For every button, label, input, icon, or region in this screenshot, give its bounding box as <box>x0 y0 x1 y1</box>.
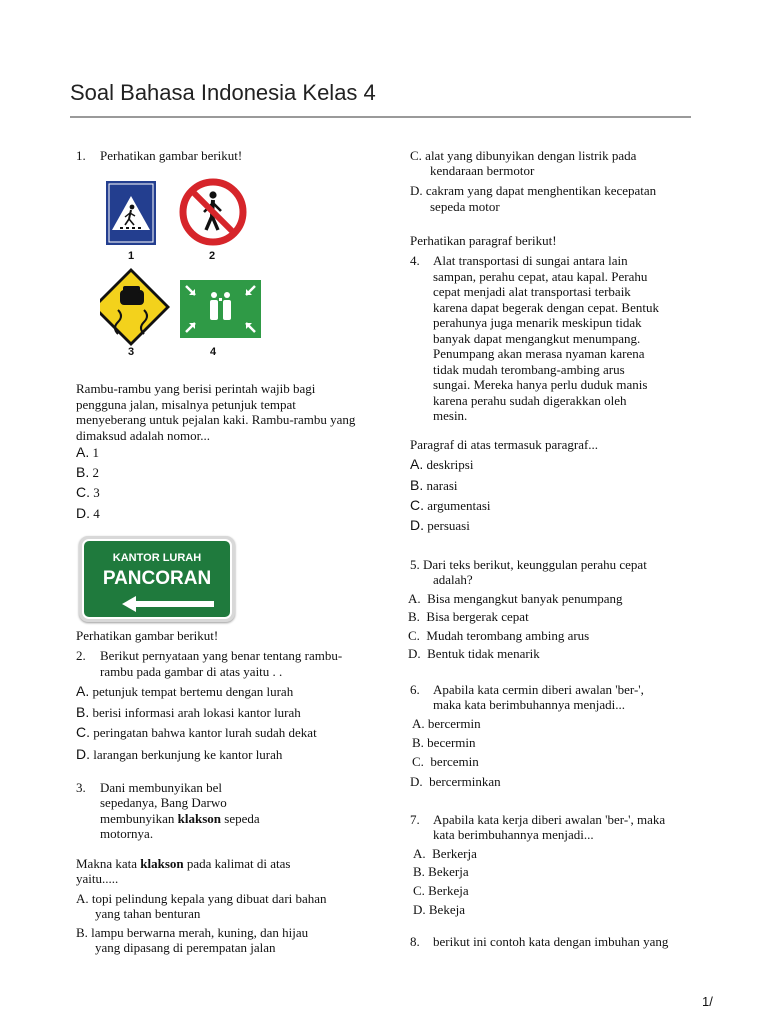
q6-question-line-1: Apabila kata cermin diberi awalan 'ber-', <box>433 682 644 697</box>
q3-option-a[interactable] <box>76 891 327 907</box>
option-letter: D. <box>76 505 90 521</box>
page-title: Soal Bahasa Indonesia Kelas 4 <box>70 80 376 105</box>
option-text: Berkerja <box>432 846 477 861</box>
q1-option-c[interactable] <box>76 484 100 501</box>
option-letter: C. <box>413 883 425 898</box>
option-letter: B. <box>413 864 425 879</box>
pedestrian-crossing-sign-icon <box>106 181 156 245</box>
q6-number: 6. <box>410 682 420 697</box>
option-text: bercermin <box>427 716 481 731</box>
q3-line-3: membunyikan klakson sepeda <box>100 811 260 826</box>
option-letter: B. <box>408 609 420 624</box>
q5-question-line-2: adalah? <box>433 572 473 587</box>
option-letter: B. <box>410 477 424 493</box>
q7-option-d[interactable] <box>413 902 465 918</box>
q1-option-b[interactable] <box>76 464 99 481</box>
q3-option-d[interactable] <box>410 183 656 199</box>
q1-number: 1. <box>76 148 86 163</box>
option-text: 3 <box>93 485 100 500</box>
sign-label-3: 3 <box>128 346 135 358</box>
option-text: 1 <box>92 445 99 460</box>
q6-question-line-2: maka kata berimbuhannya menjadi... <box>433 697 626 712</box>
option-text: Bekerja <box>428 864 469 879</box>
option-letter: A. <box>408 591 421 606</box>
q3-option-b[interactable] <box>76 925 308 941</box>
q5-option-d[interactable] <box>408 646 540 662</box>
q6-option-a[interactable] <box>412 716 481 732</box>
option-letter: D. <box>408 646 421 661</box>
option-text: larangan berkunjung ke kantor lurah <box>93 747 283 762</box>
option-text: Bekeja <box>428 902 465 917</box>
q6-option-d[interactable] <box>410 774 501 790</box>
q4-number: 4. <box>410 253 420 268</box>
sign-label-4: 4 <box>210 346 217 358</box>
slippery-road-sign-icon <box>100 268 170 346</box>
option-text: argumentasi <box>427 498 491 513</box>
q3-line-1: Dani membunyikan bel <box>100 780 223 795</box>
option-text: berisi informasi arah lokasi kantor lurah <box>92 705 301 720</box>
option-letter: A. <box>76 683 90 699</box>
option-letter: D. <box>410 517 424 533</box>
option-text: petunjuk tempat bertemu dengan lurah <box>92 684 294 699</box>
q3-option-c[interactable] <box>410 148 636 164</box>
option-letter: C. <box>408 628 420 643</box>
option-text: narasi <box>426 478 458 493</box>
q5-option-a[interactable] <box>408 591 622 607</box>
option-letter: C. <box>76 724 90 740</box>
option-text: Mudah terombang ambing arus <box>426 628 590 643</box>
option-letter: B. <box>412 735 424 750</box>
option-letter: D. <box>410 774 423 789</box>
option-text: becermin <box>427 735 476 750</box>
option-letter: D. <box>76 746 90 762</box>
option-text: persuasi <box>427 518 470 533</box>
q2-option-d[interactable] <box>76 746 282 763</box>
option-text: cakram yang dapat menghentikan kecepatan <box>425 183 657 198</box>
q5-question: 5. Dari teks berikut, keunggulan perahu cepat <box>410 557 647 572</box>
option-text: lampu berwarna merah, kuning, dan hijau <box>91 925 309 940</box>
option-letter: B. <box>76 704 90 720</box>
option-text: alat yang dibunyikan dengan listrik pada <box>425 148 637 163</box>
option-text: Bisa bergerak cepat <box>426 609 529 624</box>
q7-question-line-2: kata berimbuhannya menjadi... <box>433 827 594 842</box>
q7-question-line-1: Apabila kata kerja diberi awalan 'ber-', maka <box>433 812 666 827</box>
q4-question: Paragraf di atas termasuk paragraf... <box>410 437 599 452</box>
q7-option-b[interactable] <box>413 864 469 880</box>
q1-option-a[interactable] <box>76 444 99 461</box>
q1-question-text: Rambu-rambu yang berisi perintah wajib bagi pengguna jalan, misalnya petunjuk tempat menyeberang untuk pejalan kaki. Rambu-rambu yang dimaksud adalah nomor... <box>76 381 356 443</box>
q2-option-b[interactable] <box>76 704 301 721</box>
option-letter: D. <box>410 183 423 198</box>
option-letter: B. <box>76 925 88 940</box>
q8-number: 8. <box>410 934 420 949</box>
q7-option-a[interactable] <box>413 846 477 862</box>
option-letter: A. <box>413 846 426 861</box>
question-keyword-klakson: klakson <box>140 856 184 871</box>
option-text: Bentuk tidak menarik <box>427 646 540 661</box>
q3-option-d-line-2: sepeda motor <box>430 199 500 214</box>
q6-option-c[interactable] <box>412 754 479 770</box>
sign-label-2: 2 <box>209 250 216 262</box>
option-letter: A. <box>412 716 425 731</box>
option-text: Berkeja <box>428 883 469 898</box>
q6-option-b[interactable] <box>412 735 476 751</box>
option-letter: A. <box>76 444 90 460</box>
q8-question-text: berikut ini contoh kata dengan imbuhan yang <box>433 934 669 949</box>
option-letter: C. <box>412 754 424 769</box>
sign-line-1: KANTOR LURAH <box>112 552 202 564</box>
option-letter: D. <box>413 902 426 917</box>
q1-prompt: Perhatikan gambar berikut! <box>100 148 243 163</box>
q2-option-c[interactable] <box>76 724 317 741</box>
option-letter: A. <box>76 891 89 906</box>
option-letter: A. <box>410 456 424 472</box>
option-text: topi pelindung kepala yang dibuat dari bahan <box>91 891 327 906</box>
option-text: 4 <box>93 506 100 521</box>
option-text: bercemin <box>430 754 479 769</box>
title-divider <box>70 116 691 118</box>
q2-option-a[interactable] <box>76 683 293 700</box>
page-number: 1/ <box>702 994 713 1009</box>
option-text: Bisa mengangkut banyak penumpang <box>427 591 623 606</box>
sign-line-2: PANCORAN <box>102 568 212 589</box>
no-pedestrian-sign-icon <box>183 182 243 242</box>
q5-option-c[interactable] <box>408 628 589 644</box>
q3-option-b-line-2: yang dipasang di perempatan jalan <box>95 940 276 955</box>
q3-number: 3. <box>76 780 86 795</box>
q4-option-d[interactable] <box>410 517 470 534</box>
q3-question-line-2: yaitu..... <box>76 871 119 886</box>
q2-question-text: Berikut pernyataan yang benar tentang rambu-rambu pada gambar di atas yaitu . . <box>100 648 343 679</box>
q7-option-c[interactable] <box>413 883 469 899</box>
option-text: 2 <box>92 465 99 480</box>
option-letter: C. <box>410 497 424 513</box>
option-letter: B. <box>76 464 90 480</box>
q3-question: Makna kata klakson pada kalimat di atas <box>76 856 291 871</box>
option-text: bercerminkan <box>429 774 501 789</box>
option-letter: C. <box>76 484 90 500</box>
q3-option-c-line-2: kendaraan bermotor <box>430 163 535 178</box>
kantor-lurah-sign <box>79 536 235 622</box>
q2-number: 2. <box>76 648 86 663</box>
q4-option-b[interactable] <box>410 477 458 494</box>
q4-option-a[interactable] <box>410 456 473 473</box>
q3-option-a-line-2: yang tahan benturan <box>95 906 201 921</box>
option-text: peringatan bahwa kantor lurah sudah dekat <box>93 725 317 740</box>
option-letter: C. <box>410 148 422 163</box>
q2-intro: Perhatikan gambar berikut! <box>76 628 219 643</box>
q3-line-4: motornya. <box>100 826 154 841</box>
traffic-signs-figure <box>100 176 270 366</box>
assembly-point-sign-icon <box>180 280 261 338</box>
q5-option-b[interactable] <box>408 609 529 625</box>
q1-option-d[interactable] <box>76 505 100 522</box>
sign-label-1: 1 <box>128 250 135 262</box>
arrow-left-icon <box>122 596 216 612</box>
q4-option-c[interactable] <box>410 497 491 514</box>
q4-intro: Perhatikan paragraf berikut! <box>410 233 557 248</box>
q3-line-2: sepedanya, Bang Darwo <box>100 795 227 810</box>
option-text: deskripsi <box>426 457 474 472</box>
q7-number: 7. <box>410 812 420 827</box>
q4-paragraph: Alat transportasi di sungai antara lain sampan, perahu cepat, atau kapal. Perahu cepat menjadi alat transportasi terbaik karena dapat begerak dengan cepat. Bentuk perahunya juga menarik meskipun tidak banyak dapat mengangkut menumpang. Penumpang akan merasa nyaman karena tidak mudah terombang-ambing arus sungai. Mereka hanya perlu duduk manis karena perahu sudah digerakkan oleh mesin. <box>433 253 659 423</box>
keyword-klakson: klakson <box>177 811 222 826</box>
